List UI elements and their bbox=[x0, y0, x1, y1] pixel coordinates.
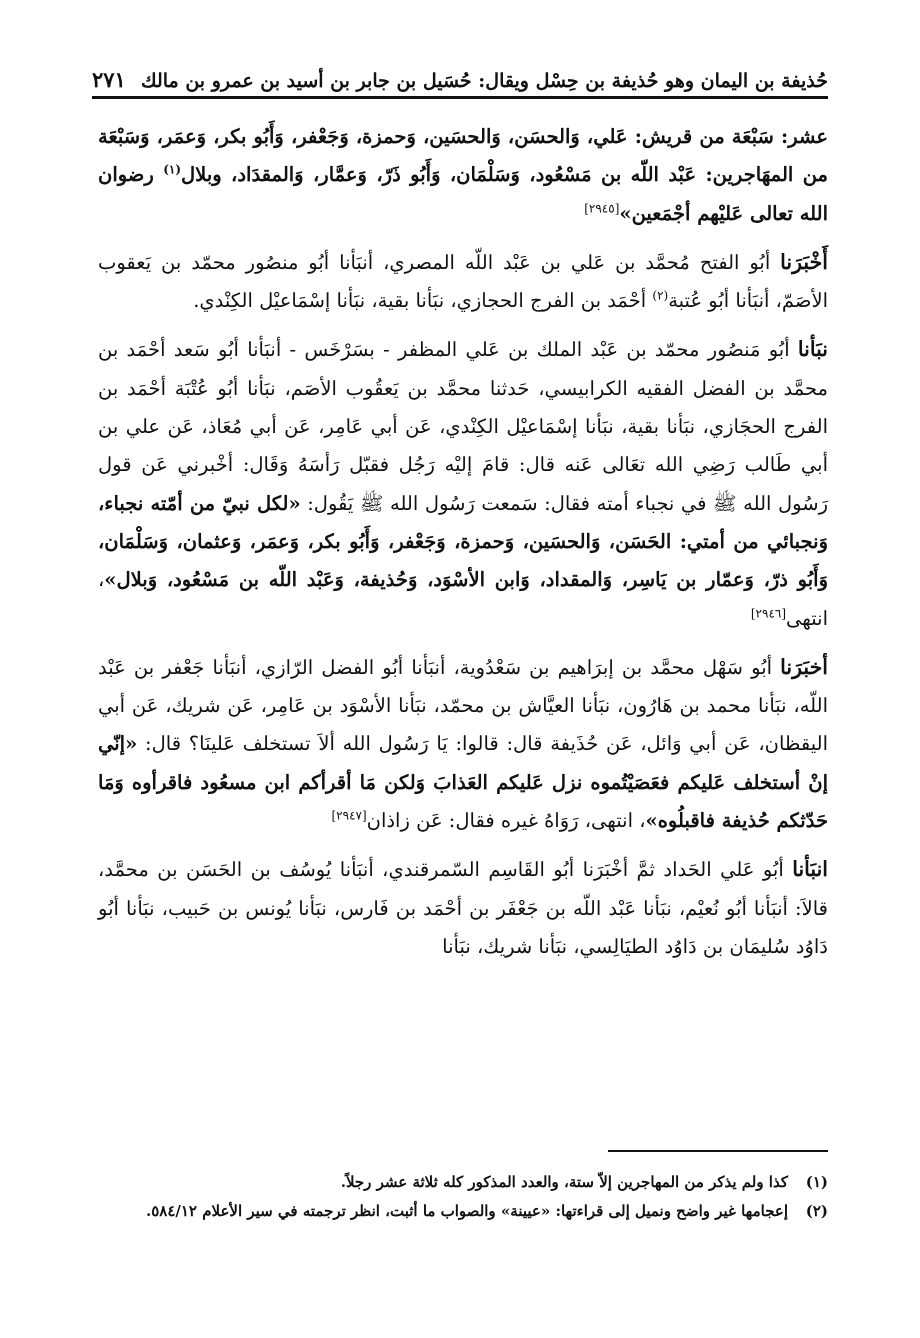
paragraph-5 bbox=[98, 850, 828, 966]
hadith-number-2945: [٢٩٤٥] bbox=[584, 201, 620, 216]
page-header bbox=[92, 56, 828, 99]
running-title: حُذيفة بن اليمان وهو حُذيفة بن حِسْل ويقال: حُسَيل بن جابر بن أسيد بن عمرو بن مالك bbox=[140, 70, 828, 92]
footnotes bbox=[98, 1168, 828, 1226]
footnote-divider bbox=[608, 1150, 828, 1152]
paragraph-3 bbox=[98, 330, 828, 637]
footnote-marker-2: (٢) bbox=[652, 288, 669, 303]
transmission-keyword: انبَأنا bbox=[792, 857, 828, 882]
paragraph-3-text: أبُو مَنصُور محمّد بن عَبْد الملك بن عَلي المظفر - بسَرْخَس - أنبَأنا أبُو سَعد أحْمَد بن محمَّد بن الفضل الفقيه الكرابيسي، حَدثنا محمَّد بن يَعقُوب الأصَم، نبَأنا أبُو عُتْبَة أحْمَد بن الفرج الحجَازي، نبَأنا بقية، نبَأنا إسْمَاعيْل الكِنْدي، عَن أبي عَامِر، عَن أبي مُعَاذ، عَن علي بن أبي طَالب رَضِي الله تعَالى عَنه قال: قامَ إليْه رَجُل فقبّل رَأسَهُ وَقَال: أخْبرني عَن قول رَسُول الله ﷺ في نجباء أمته فقال: سَمعت رَسُول الله ﷺ يَقُول: bbox=[98, 338, 828, 515]
paragraph-4-tail: ، انتهى، رَوَاهُ غيره فقال: عَن زاذان bbox=[366, 809, 646, 833]
paragraph-4 bbox=[98, 648, 828, 840]
hadith-number-2946: [٢٩٤٦] bbox=[750, 606, 787, 621]
paragraph-2-text-cont: أحْمَد بن الفرج الحجازي، نبَأنا بقية، نبَأنا إسْمَاعيْل الكِنْدي. bbox=[193, 289, 653, 313]
paragraph-2 bbox=[98, 243, 828, 321]
footnote-1 bbox=[98, 1168, 828, 1197]
footnote-2 bbox=[98, 1197, 828, 1226]
paragraph-2-text: أبُو الفتح مُحمَّد بن عَلي بن عَبْد اللّه المصري، أنبَأنا أبُو منصُور محمّد بن يَعقوب الأصَمّ، أنبَأنا أبُو عُتبة bbox=[98, 250, 828, 313]
transmission-keyword: أخبَرَنا bbox=[780, 654, 828, 679]
hadith-quote: «إنّي إنْ أستخلف عَليكم فعَصَيْتُموه نزل عَليكم العَذابَ وَلكن مَا أقرأكم ابن مسعُود فاقرأوه وَمَا حَدّثكم حُذيفة فاقبلُوه» bbox=[98, 732, 828, 833]
footnote-number: (١) bbox=[805, 1173, 828, 1191]
paragraph-1-tail: رضوان الله تعالى عَليْهم أجْمَعين» bbox=[98, 163, 828, 225]
paragraph-1-text: عشر: سَبْعَة من قريش: عَلي، وَالحسَن، وَالحسَين، وَحمزة، وَجَعْفر، وَأَبُو بكر، وَعمَر، وَسَبْعَة من المهَاجرين: عَبْد اللّه بن مَسْعُود، وَسَلْمَان، وَأَبُو ذَرّ، وَعمَّار، وَالمقدَاد، وبلال bbox=[98, 125, 828, 187]
paragraph-4-text: أبُو سَهْل محمَّد بن إبرَاهيم بن سَعْدُوية، أنبَأنا أبُو الفضل الرّازي، أنبَأنا جَعْفر بن عَبْد اللّه، نبَأنا محمد بن هَارُون، نبَأنا العيَّاش بن محمّد، نبَأنا الأسْوَد بن عَامِر، عَن شريك، عَن أبي اليقظان، عَن أبي وَائل، عَن حُذَيفة قال: قالوا: يَا رَسُول الله ألاَ تستخلف عَلينَا؟ قال: bbox=[98, 655, 828, 756]
footnote-text: كذا ولم يذكر من المهاجرين إلاّ ستة، والعدد المذكور كله ثلاثة عشر رجلاً. bbox=[340, 1173, 788, 1191]
paragraph-1 bbox=[98, 118, 828, 233]
footnote-number: (٢) bbox=[805, 1202, 828, 1220]
transmission-keyword: أَخْبَرَنا bbox=[780, 249, 828, 274]
main-text bbox=[98, 118, 828, 976]
hadith-quote: «لكل نبيّ من أمّته نجباء، وَنجبائي من أمتي: الحَسَن، وَالحسَين، وَحمزة، وَجَعْفر، وَأَبُو بكر، وَعمَر، وَعثمان، وَسَلْمَان، وَأَبُو ذرّ، وَعمّار بن يَاسِر، وَالمقداد، وَابن الأسْوَد، وَحُذيفة، وَعَبْد اللّه بن مَسْعُود، وَبلال» bbox=[98, 491, 828, 592]
paragraph-5-text: أبُو عَلي الحَداد ثمَّ أخْبَرَنا أبُو القَاسِم السّمرقندي، أنبَأنا يُوسُف بن الحَسَن بن محمَّد، قالاَ: أنبَأنا أبُو نُعيْم، نبَأنا عَبْد اللّه بن جَعْفَر بن أحْمَد بن فَارس، نبَأنا يُونس بن حَبيب، نبَأنا أبُو دَاوُد سُليمَان بن دَاوُد الطيَالِسي، نبَأنا شريك، نبَأنا bbox=[98, 858, 828, 958]
footnote-text: إعجامها غير واضح ونميل إلى قراءتها: «عيينة» والصواب ما أثبت، انظر ترجمته في سير الأعلام ٥٨٤/١٢. bbox=[145, 1202, 788, 1220]
footnote-marker-1: (١) bbox=[163, 162, 182, 177]
hadith-number-2947: [٢٩٤٧] bbox=[331, 808, 367, 823]
transmission-keyword: نبَأنا bbox=[797, 337, 828, 362]
page-number: ٢٧١ bbox=[92, 67, 126, 92]
paragraph-3-tail: ، انتهى bbox=[98, 568, 828, 630]
